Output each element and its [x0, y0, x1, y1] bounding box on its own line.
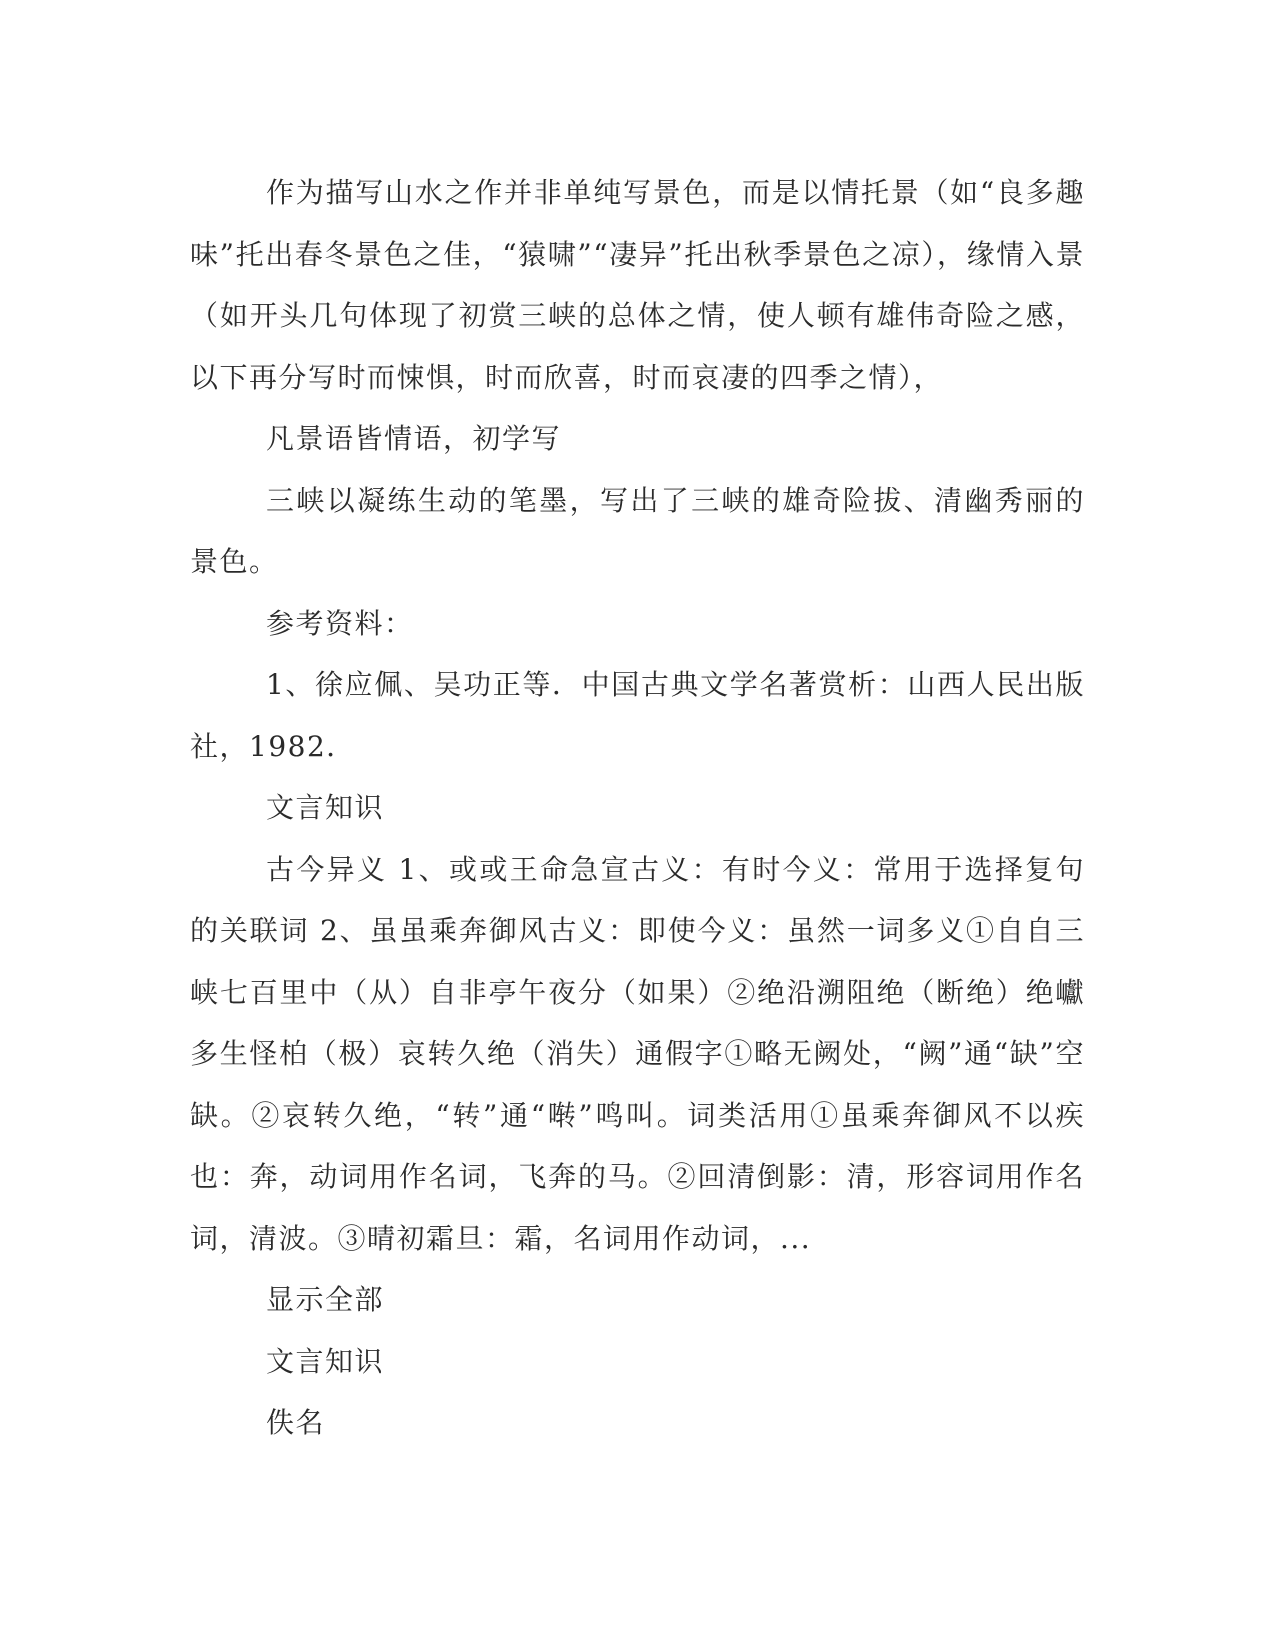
- reference-item: 1、徐应佩、吴功正等．中国古典文学名著赏析：山西人民出版社，1982．: [190, 668, 1085, 763]
- document-body: [190, 162, 1085, 1454]
- paragraph-classical-notes: 古今异义 1、或或王命急宣古义：有时今义：常用于选择复句的关联词 2、虽虽乘奔御风古义：即使今义：虽然一词多义①自自三峡七百里中（从）自非亭午夜分（如果）②绝沿溯阻绝（断绝）绝巘多生怪柏（极）哀转久绝（消失）通假字①略无阙处，“阙”通“缺”空缺。②哀转久绝，“转”通“啭”鸣叫。词类活用①虽乘奔御风不以疾也：奔，动词用作名词，飞奔的马。②回清倒影：清，形容词用作名词，清波。③晴初霜旦：霜，名词用作动词，...: [190, 852, 1085, 1255]
- paragraph-landscape-emotion: 作为描写山水之作并非单纯写景色，而是以情托景（如“良多趣味”托出春冬景色之佳，“猿啸”“凄异”托出秋季景色之凉），缘情入景（如开头几句体现了初赏三峡的总体之情，使人顿有雄伟奇险之感，以下再分写时而悚惧，时而欣喜，时而哀凄的四季之情），: [190, 176, 1085, 394]
- author-name: 佚名: [266, 1406, 326, 1439]
- paragraph-scene-words: 凡景语皆情语，初学写: [266, 422, 562, 455]
- show-all-link[interactable]: 显示全部: [266, 1283, 385, 1316]
- section-heading-classical-knowledge-2: 文言知识: [266, 1344, 385, 1378]
- section-heading-classical-knowledge: 文言知识: [266, 791, 385, 824]
- paragraph-three-gorges-summary: 三峡以凝练生动的笔墨，写出了三峡的雄奇险拔、清幽秀丽的景色。: [190, 483, 1085, 578]
- references-heading: 参考资料：: [266, 606, 414, 640]
